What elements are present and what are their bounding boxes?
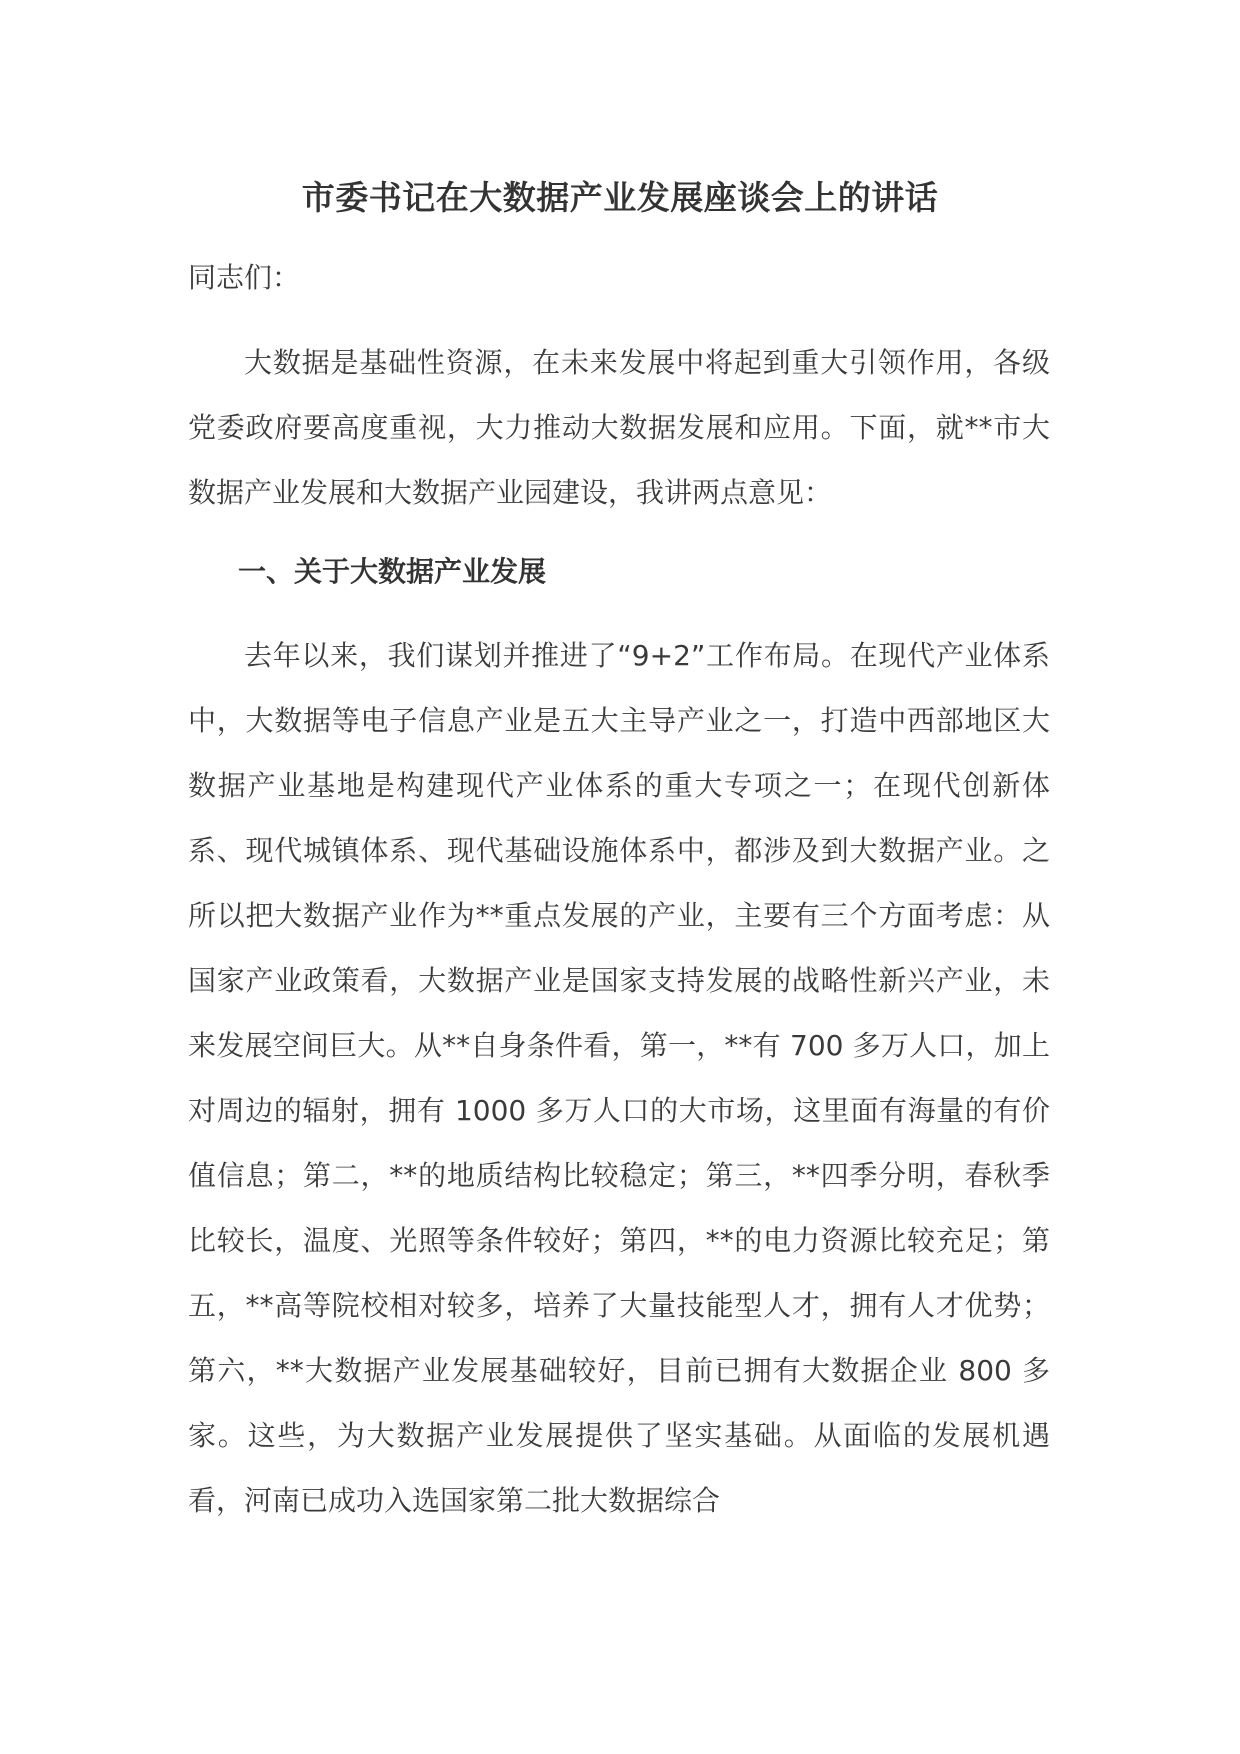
body-paragraph: 去年以来，我们谋划并推进了“9+2”工作布局。在现代产业体系中，大数据等电子信息产业是五大主导产业之一，打造中西部地区大数据产业基地是构建现代产业体系的重大专项之一；在现代创新体系、现代城镇体系、现代基础设施体系中，都涉及到大数据产业。之所以把大数据产业作为**重点发展的产业，主要有三个方面考虑：从国家产业政策看，大数据产业是国家支持发展的战略性新兴产业，未来发展空间巨大。从**自身条件看，第一，**有 700 多万人口，加上对周边的辐射，拥有 1000 多万人口的大市场，这里面有海量的有价值信息；第二，**的地质结构比较稳定；第三，**四季分明，春秋季比较长，温度、光照等条件较好；第四，**的电力资源比较充足；第五，**高等院校相对较多，培养了大量技能型人才，拥有人才优势；第六，**大数据产业发展基础较好，目前已拥有大数据企业 800 多家。这些，为大数据产业发展提供了坚实基础。从面临的发展机遇看，河南已成功入选国家第二批大数据综合 [188,639,1050,1517]
document-title: 市委书记在大数据产业发展座谈会上的讲话 [301,178,939,217]
intro-paragraph: 大数据是基础性资源，在未来发展中将起到重大引领作用，各级党委政府要高度重视，大力推动大数据发展和应用。下面，就**市大数据产业发展和大数据产业园建设，我讲两点意见： [188,346,1050,509]
section-heading: 一、关于大数据产业发展 [238,555,547,588]
greeting-text: 同志们： [188,261,301,294]
